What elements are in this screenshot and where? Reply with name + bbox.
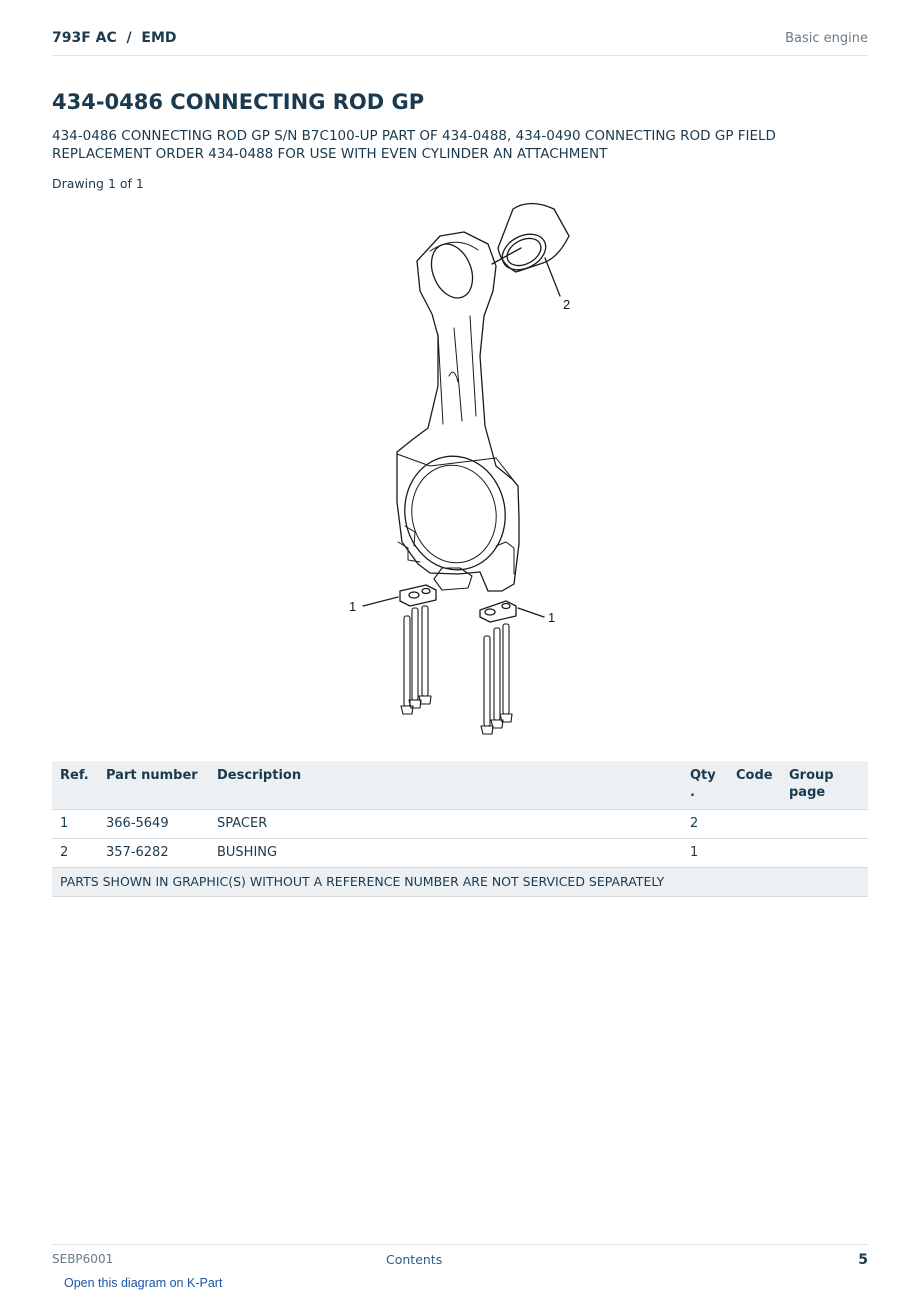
col-part-number: Part number	[98, 761, 209, 810]
parts-drawing	[330, 196, 590, 746]
right-spacer-drawing	[480, 601, 544, 622]
open-kpart-link[interactable]: Open this diagram on K-Part	[64, 1276, 223, 1290]
ref-cell: 2	[52, 839, 98, 868]
section-name: Basic engine	[785, 31, 868, 46]
part-number-cell: 357-6282	[98, 839, 209, 868]
contents-link[interactable]: Contents	[386, 1252, 443, 1267]
document-id: SEBP6001	[52, 1252, 114, 1266]
qty-cell: 2	[682, 810, 728, 839]
page-title: 434-0486 CONNECTING ROD GP	[52, 90, 425, 114]
description-cell: BUSHING	[209, 839, 682, 868]
table-note: PARTS SHOWN IN GRAPHIC(S) WITHOUT A REFERENCE NUMBER ARE NOT SERVICED SEPARATELY	[52, 868, 868, 897]
code-cell	[728, 839, 781, 868]
ref-cell: 1	[52, 810, 98, 839]
parts-table	[52, 761, 868, 897]
connecting-rod-drawing	[396, 232, 519, 591]
left-spacer-drawing	[363, 585, 436, 606]
callout-label: 1	[349, 599, 357, 614]
group-description: 434-0486 CONNECTING ROD GP S/N B7C100-UP PART OF 434-0488, 434-0490 CONNECTING ROD GP FIELD REPLACEMENT ORDER 434-0488 FOR USE WITH EVEN CYLINDER AN ATTACHMENT	[52, 128, 776, 162]
table-header-row	[52, 761, 868, 810]
group-page-cell	[781, 810, 868, 839]
col-code: Code	[728, 761, 781, 810]
col-qty: Qty .	[682, 761, 728, 810]
breadcrumb: 793F AC / EMD	[52, 30, 177, 46]
table-note-row	[52, 868, 868, 897]
part-number-cell: 366-5649	[98, 810, 209, 839]
right-bolts-drawing	[481, 624, 512, 734]
code-cell	[728, 810, 781, 839]
callout-label: 2	[563, 297, 571, 312]
callout-label: 1	[548, 610, 556, 625]
drawing-label: Drawing 1 of 1	[52, 176, 144, 191]
col-ref: Ref.	[52, 761, 98, 810]
bushing-drawing	[496, 204, 569, 277]
description-cell: SPACER	[209, 810, 682, 839]
col-description: Description	[209, 761, 682, 810]
qty-cell: 1	[682, 839, 728, 868]
table-row	[52, 839, 868, 868]
left-bolts-drawing	[401, 606, 431, 714]
footer-divider	[52, 1244, 868, 1245]
col-group-page: Group page	[781, 761, 868, 810]
group-page-cell	[781, 839, 868, 868]
table-row	[52, 810, 868, 839]
page-number: 5	[858, 1252, 868, 1268]
page-header	[52, 28, 868, 56]
